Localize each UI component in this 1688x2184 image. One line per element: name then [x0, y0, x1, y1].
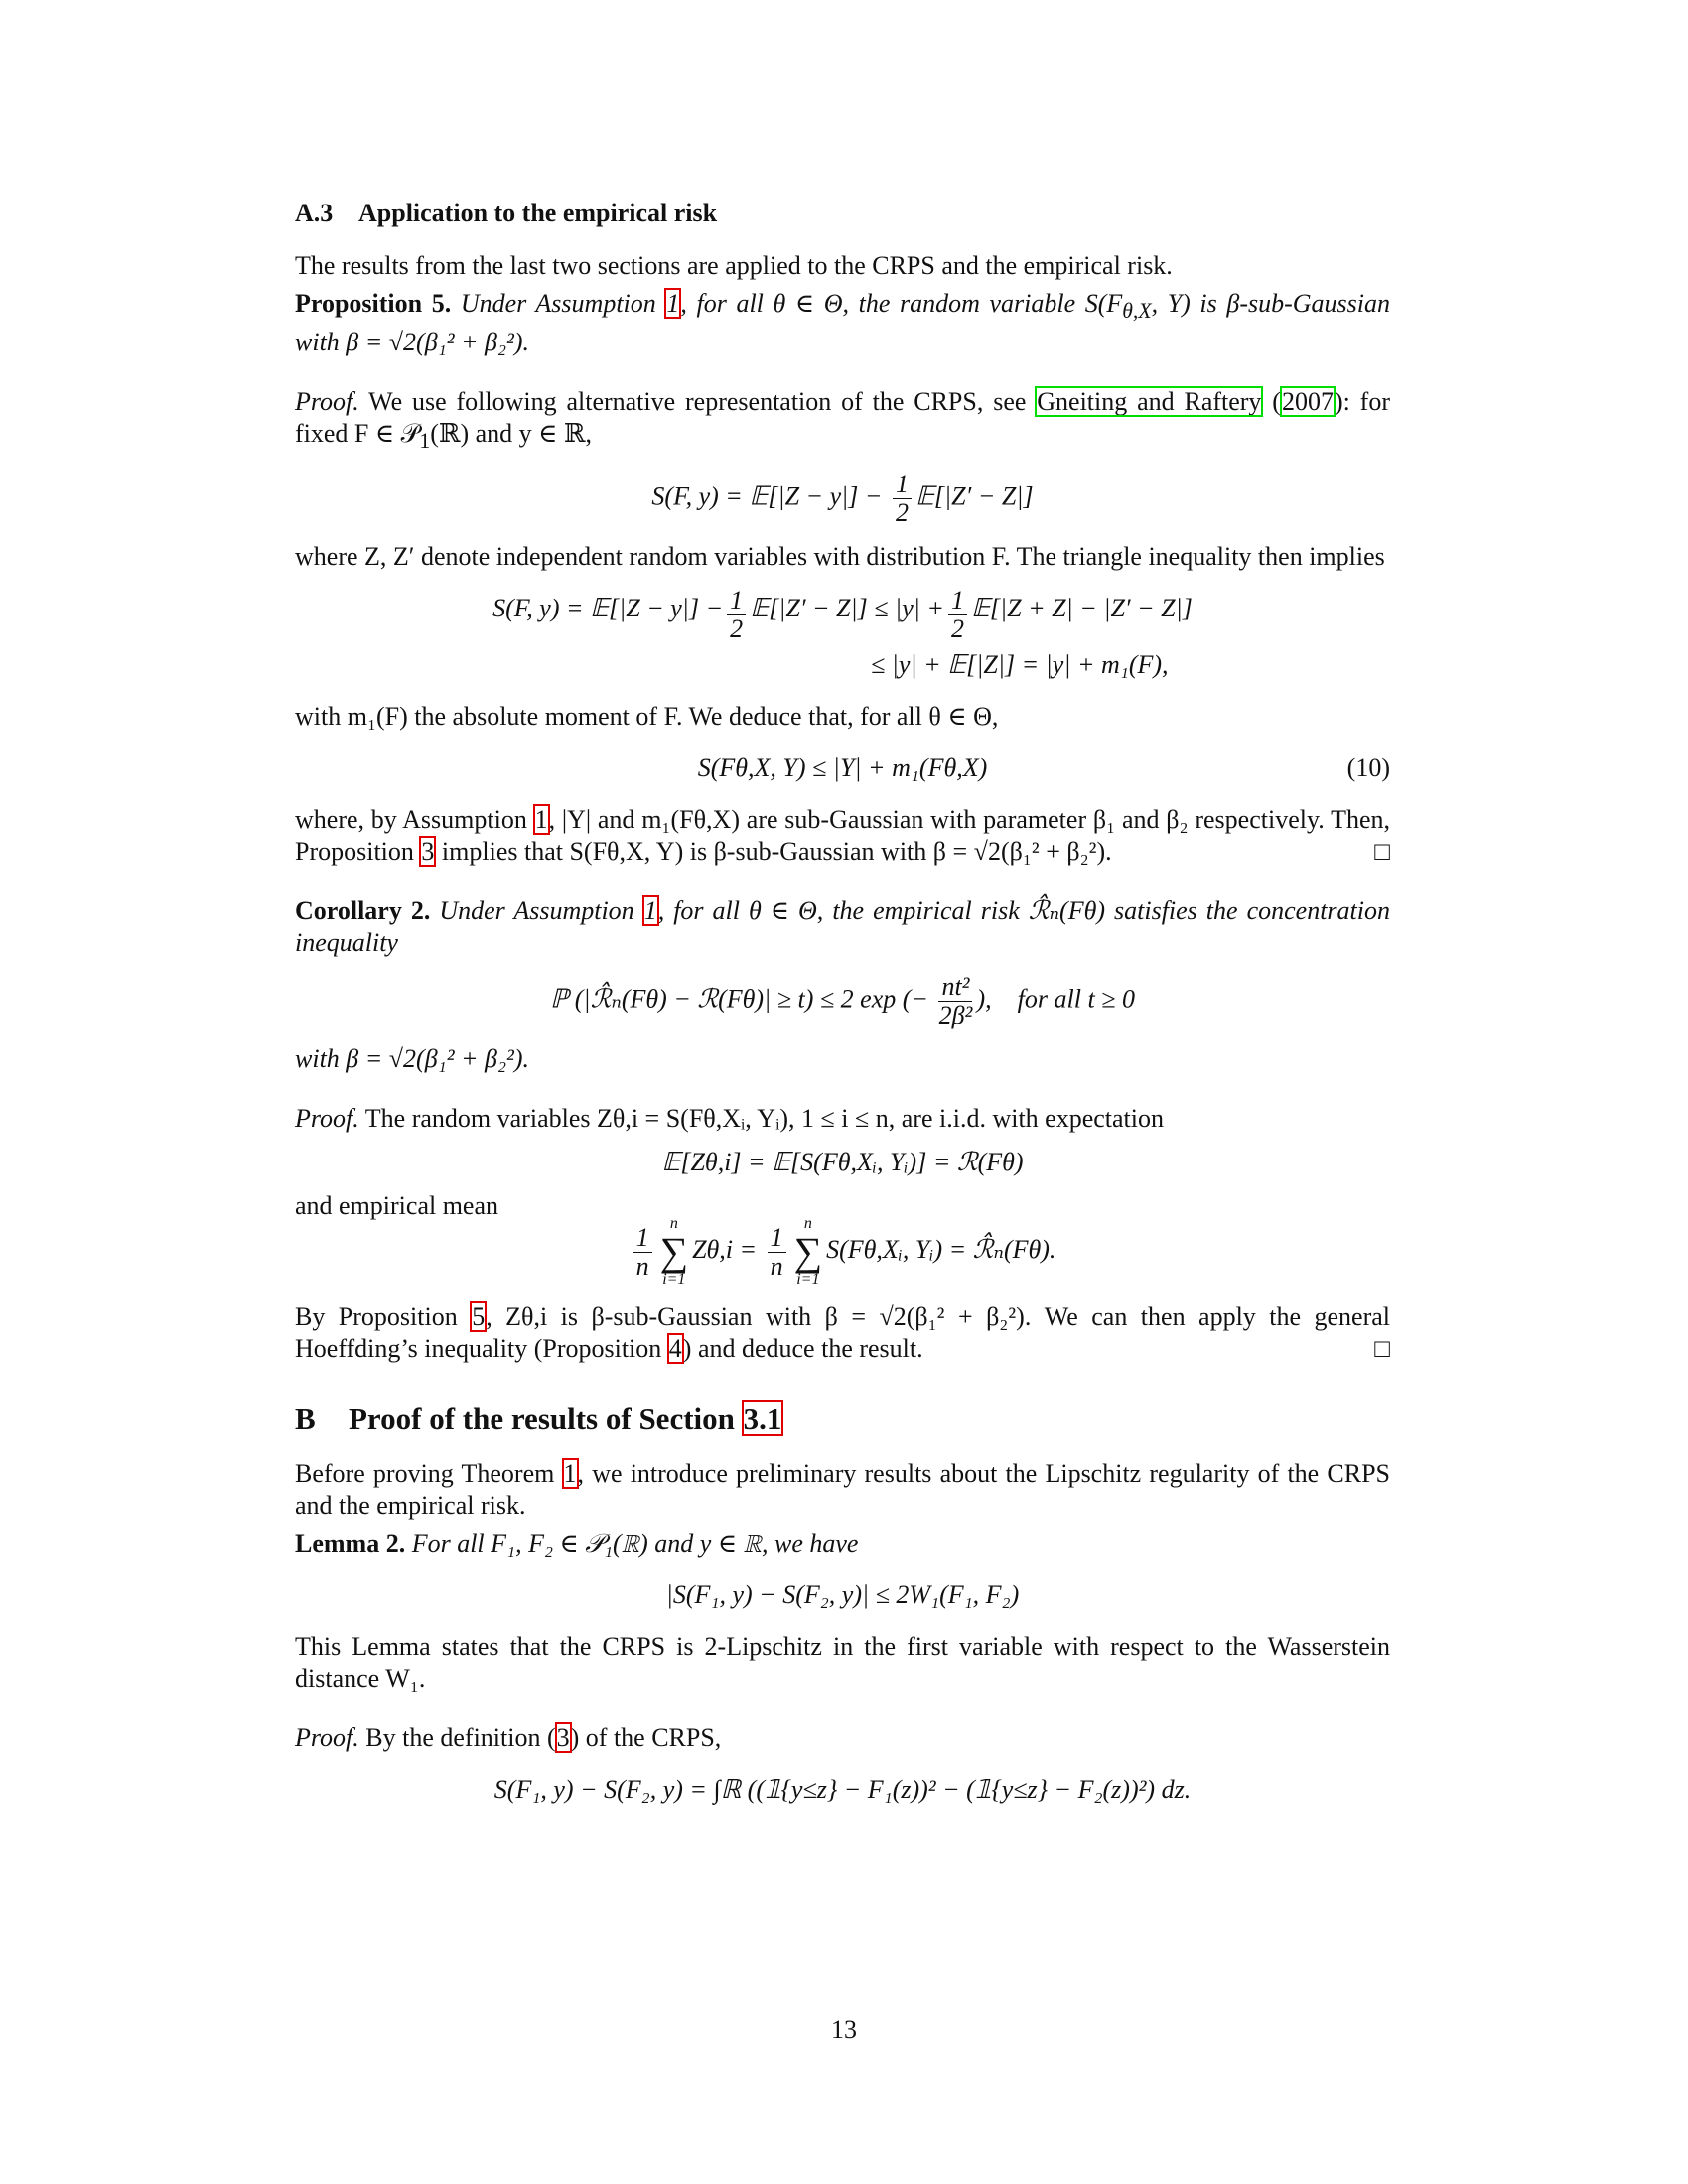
numerator: nt²: [938, 973, 972, 1002]
lemma-label: Lemma 2.: [295, 1529, 406, 1559]
equation-10: [295, 747, 1390, 790]
eq-part: Zθ,i =: [692, 1235, 758, 1265]
section-link[interactable]: 3.1: [743, 1401, 782, 1436]
section-number: B: [295, 1401, 316, 1436]
prop-text: , for all θ ∈ Θ, the random variable S(F: [680, 289, 1123, 318]
fraction: [727, 587, 746, 643]
section-title: Proof of the results of Section: [349, 1401, 743, 1436]
equation-lipschitz: |S(F₁, y) − S(F₂, y)| ≤ 2W₁(F₁, F₂): [665, 1580, 1020, 1610]
summation: n ∑ i=1: [793, 1215, 823, 1289]
denominator: 2: [950, 614, 964, 644]
proof-3: [295, 1722, 1390, 1754]
prop-text: , Y) is β-sub-Gaussian with β = √2(β: [295, 289, 1390, 357]
proof-1: Proof. We use following alternative representation of the CRPS, see Gneiting and Raftery (2007): for fixed F ∈ 𝒫$_1$(ℝ) and y ∈ ℝ,: [295, 387, 1390, 454]
empirical-mean-label: and empirical mean: [295, 1191, 499, 1221]
equation-crps-difference: S(F₁, y) − S(F₂, y) = ∫ℝ ((𝟙{y≤z} − F₁(z))² − (𝟙{y≤z} − F₂(z))²) dz.: [493, 1775, 1192, 1805]
sum-lower: i=1: [662, 1271, 686, 1289]
subsection-number: A.3: [295, 199, 334, 227]
eq-part: ),: [976, 984, 992, 1014]
eq-part: ≤ |y| + 𝔼[|Z|] = |y| + m₁(F),: [871, 650, 1169, 680]
proof-text: where, by Assumption: [295, 805, 534, 835]
proof-text: ): for fixed F ∈ 𝒫: [295, 387, 1390, 449]
eq-part: ℙ (|ℛ̂ₙ(Fθ) − ℛ(Fθ)| ≥ t) ≤ 2 exp (−: [550, 984, 928, 1014]
assumption-link[interactable]: 1: [643, 896, 657, 926]
corollary-label: Corollary 2.: [295, 896, 431, 926]
fraction: [893, 471, 912, 527]
body-text: , we introduce preliminary results about the Lipschitz regularity of the CRPS and the empirical risk.: [295, 1459, 1391, 1521]
equation-expectation: 𝔼[Zθ,i] = 𝔼[S(Fθ,Xᵢ, Yᵢ)] = ℛ(Fθ): [661, 1148, 1024, 1177]
denominator: 2β²: [938, 1001, 973, 1030]
proof-text: , Zθ,i is β-sub-Gaussian with β = √2(β₁² + β₂²). We can then apply the general Hoeffding’s inequality (Proposition: [295, 1302, 1390, 1364]
eq-part: 𝔼[|Z + Z| − |Z′ − Z|]: [970, 594, 1193, 623]
theorem-link[interactable]: 1: [563, 1459, 577, 1489]
assumption-link[interactable]: 1: [534, 805, 548, 835]
proof-text: ) of the CRPS,: [570, 1723, 722, 1753]
equation-concentration: [295, 973, 1390, 1029]
proof-2: [295, 1103, 1390, 1135]
proof-text: By the definition (: [365, 1723, 556, 1753]
moment-paragraph: with m₁(F) the absolute moment of F. We deduce that, for all θ ∈ Θ,: [295, 702, 999, 732]
numerator: 1: [727, 587, 746, 615]
proof-text: , |Y| and m₁(Fθ,X) are sub-Gaussian with parameter β₁ and β₂ respectively. Then, Proposition: [295, 805, 1391, 867]
proof-text: By Proposition: [295, 1302, 472, 1332]
denominator: 2: [895, 498, 909, 528]
proposition-link[interactable]: 3: [421, 837, 435, 867]
denominator: 2: [730, 614, 744, 644]
corollary-beta: with β = √2(β₁² + β₂²).: [295, 1044, 529, 1074]
proposition-label: Proposition 5.: [295, 289, 452, 318]
section-b-intro: [295, 1458, 1390, 1522]
proof-text: The random variables Zθ,i = S(Fθ,Xᵢ, Yᵢ), 1 ≤ i ≤ n, are i.i.d. with expectation: [364, 1104, 1164, 1134]
proposition-5: Proposition 5. Under Assumption 1, for all θ ∈ Θ, the random variable $S(F_{\theta,X}$, Y) is β-sub-Gaussian with β = √2(β₁² + β₂²).: [295, 289, 1390, 357]
numerator: 1: [633, 1224, 652, 1253]
numerator: 1: [768, 1224, 786, 1253]
cor-text: Under Assumption: [439, 896, 643, 926]
hoeffding-paragraph: [295, 1301, 1390, 1365]
equation-crps-representation: [295, 471, 1390, 527]
proposition-link[interactable]: 4: [668, 1334, 682, 1364]
lemma-note: This Lemma states that the CRPS is 2-Lipschitz in the first variable with respect to the Wasserstein distance W₁.: [295, 1632, 1390, 1694]
citation-year-link[interactable]: 2007: [1281, 387, 1334, 417]
sum-lower: i=1: [796, 1271, 820, 1289]
eq-part: 𝔼[|Z′ − Z|]: [914, 481, 1034, 511]
subsection-title: Application to the empirical risk: [358, 199, 718, 227]
denominator: n: [770, 1251, 783, 1281]
proof-text: (ℝ) and y ∈ ℝ,: [430, 419, 593, 449]
proof-label: Proof.: [295, 1723, 359, 1753]
fraction: [938, 973, 972, 1029]
qed-symbol: □: [1374, 837, 1390, 867]
page-body: [295, 179, 1390, 1826]
fraction: [633, 1224, 652, 1281]
intro-paragraph: The results from the last two sections are applied to the CRPS and the empirical risk.: [295, 251, 1173, 280]
citation-link[interactable]: Gneiting and Raftery: [1037, 387, 1262, 417]
eq-part: S(F, y) = 𝔼[|Z − y|] −: [651, 481, 883, 511]
summation: n ∑ i=1: [659, 1215, 689, 1289]
prop-text: ).: [513, 328, 530, 357]
lemma-text: For all F₁, F₂ ∈ 𝒫₁(ℝ) and y ∈ ℝ, we have: [411, 1529, 859, 1559]
prop-sub: θ,X: [1122, 299, 1152, 324]
assumption-link[interactable]: 1: [666, 289, 680, 318]
proof-label: Proof.: [295, 387, 359, 417]
equation-empirical-mean: [295, 1216, 1390, 1288]
equation-number: (10): [1346, 753, 1390, 783]
cor-text: , for all θ ∈ Θ, the empirical risk ℛ̂ₙ(Fθ) satisfies the concentration inequality: [295, 896, 1390, 958]
equation-triangle-inequality: [295, 587, 1390, 687]
sum-upper: n: [803, 1215, 812, 1233]
section-heading: [295, 1401, 1390, 1436]
fraction: [768, 1224, 786, 1281]
assumption-paragraph: [295, 804, 1390, 868]
eq-part: 𝔼[|Z′ − Z|] ≤ |y| +: [750, 594, 944, 623]
subsection-heading: [295, 199, 1390, 228]
prop-text: Under Assumption: [460, 289, 666, 318]
sum-upper: n: [669, 1215, 678, 1233]
page-number: 13: [831, 2015, 857, 2044]
eq-part: S(Fθ,X, Y) ≤ |Y| + m₁(Fθ,X): [697, 753, 988, 783]
eq-condition: for all t ≥ 0: [1017, 984, 1135, 1014]
numerator: 1: [948, 587, 967, 615]
fraction: [948, 587, 967, 643]
numerator: 1: [893, 471, 912, 499]
proposition-link[interactable]: 5: [472, 1302, 486, 1332]
body-text: Before proving Theorem: [295, 1459, 563, 1489]
qed-symbol: □: [1374, 1334, 1390, 1364]
lemma-2: [295, 1528, 1390, 1560]
proof-text: ) and deduce the result.: [682, 1334, 923, 1364]
denominator: n: [635, 1251, 649, 1281]
eq-part: S(F, y) = 𝔼[|Z − y|] −: [492, 594, 724, 623]
proof-label: Proof.: [295, 1104, 359, 1134]
triangle-paragraph: where Z, Z′ denote independent random variables with distribution F. The triangle inequality then implies: [295, 542, 1385, 572]
proof-text: We use following alternative representation of the CRPS, see: [368, 387, 1037, 417]
corollary-2: [295, 895, 1390, 959]
eq-part: S(Fθ,Xᵢ, Yᵢ) = ℛ̂ₙ(Fθ).: [826, 1235, 1056, 1265]
proof-text: implies that S(Fθ,X, Y) is β-sub-Gaussian with β = √2(β₁² + β₂²).: [435, 837, 1112, 867]
equation-link[interactable]: 3: [556, 1723, 570, 1753]
